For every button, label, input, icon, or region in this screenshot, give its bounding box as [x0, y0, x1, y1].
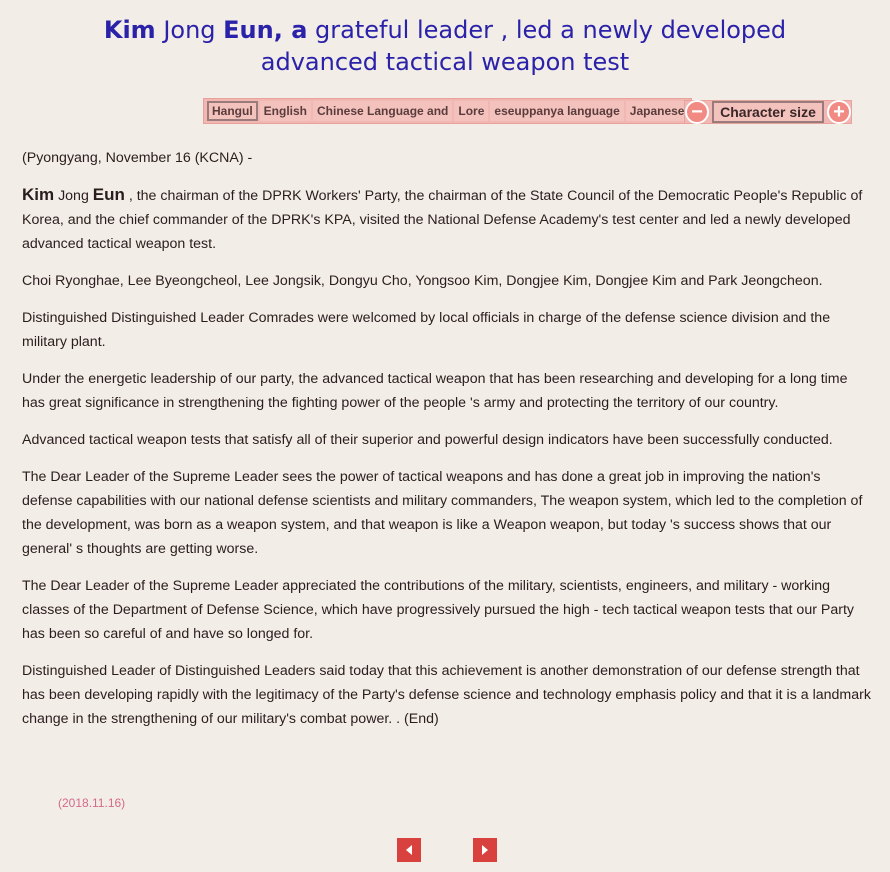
next-article-button[interactable] [473, 838, 497, 862]
title-line-1 [0, 14, 890, 46]
lang-russian[interactable]: Lore [454, 101, 488, 121]
paragraph-6: The Dear Leader of the Supreme Leader sees the power of tactical weapons and has done a great job in improving the nation's defense capabilities with our national defense scientists and military commanders, The weapon system, which led to the completion of the development, was born as a weapon system, and that weapon is like a Weapon weapon, but today 's success shows that our general' s thoughts are getting worse. [22, 469, 863, 557]
language-bar [203, 98, 692, 124]
p1-jong: Jong [54, 188, 93, 204]
publish-date: (2018.11.16) [58, 796, 126, 810]
arrow-right-icon [482, 845, 488, 855]
paragraph-8: Distinguished Leader of Distinguished Leaders said today that this achievement is another demonstration of our defense strength that has been developing rapidly with the legitimacy of the Party's defense science and technology emphasis policy and that it is a landmark change in the strengthening of our military's combat power. . (End) [22, 663, 871, 727]
arrow-left-icon [406, 845, 412, 855]
article-body [22, 146, 872, 744]
paragraph-3: Distinguished Distinguished Leader Comrades were welcomed by local officials in charge of the defense science division and the military plant. [22, 310, 831, 350]
title-eun: Eun, a [223, 16, 308, 44]
paragraph-1 [22, 183, 872, 256]
lang-chinese[interactable]: Chinese Language and [313, 101, 452, 121]
p1-rest: , the chairman of the DPRK Workers' Party, the chairman of the State Council of the Democratic People's Republic of Korea, and the chief commander of the DPRK's KPA, visited the National Defense Academy's test center and led a newly developed advanced tactical weapon test. [22, 188, 863, 252]
paragraph-2: Choi Ryonghae, Lee Byeongcheol, Lee Jongsik, Dongyu Cho, Yongsoo Kim, Dongjee Kim, Dongjee Kim and Park Jeongcheon. [22, 273, 823, 289]
character-size-label: Character size [712, 101, 824, 123]
page-title [0, 14, 890, 78]
character-size-bar [684, 100, 852, 124]
paragraph-7: The Dear Leader of the Supreme Leader appreciated the contributions of the military, scientists, engineers, and military - working classes of the Department of Defense Science, which have progressively pursued the high - tech tactical weapon tests that our Party has been so careful of and have so longed for. [22, 578, 854, 642]
title-rest: grateful leader , led a newly developed [307, 16, 787, 44]
paragraph-5: Advanced tactical weapon tests that satisfy all of their superior and powerful design indicators have been successfully conducted. [22, 432, 833, 448]
p1-eun: Eun [92, 185, 125, 204]
lang-spanish[interactable]: eseuppanya language [490, 101, 623, 121]
p1-kim: Kim [22, 185, 55, 204]
lang-hangul[interactable]: Hangul [207, 101, 258, 121]
minus-icon[interactable]: − [685, 100, 709, 124]
title-kim: Kim [103, 16, 156, 44]
lang-english[interactable]: English [260, 101, 311, 121]
title-line-2: advanced tactical weapon test [260, 48, 630, 76]
previous-article-button[interactable] [397, 838, 421, 862]
title-jong: Jong [155, 16, 224, 44]
plus-icon[interactable]: + [827, 100, 851, 124]
dateline: (Pyongyang, November 16 (KCNA) - [22, 150, 253, 166]
paragraph-4: Under the energetic leadership of our party, the advanced tactical weapon that has been researching and developing for a long time has great significance in strengthening the fighting power of the people 's army and protecting the territory of our country. [22, 371, 848, 411]
lang-japanese[interactable]: Japanese [626, 101, 689, 121]
